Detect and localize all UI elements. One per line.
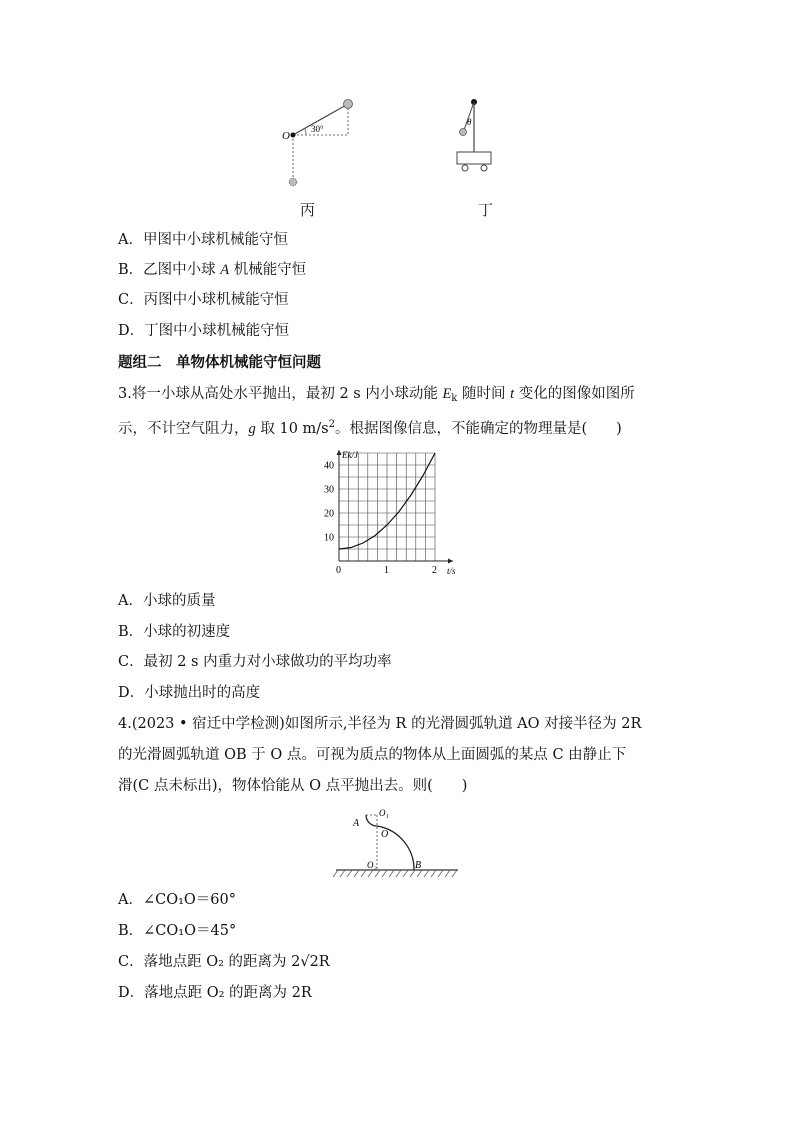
x-tick-label: 1 <box>384 565 389 576</box>
q2-option-d: D．丁图中小球机械能守恒 <box>118 323 290 339</box>
y-axis-arrow <box>337 450 342 455</box>
label-o1: O₁ <box>379 808 389 818</box>
q2-option-c: C．丙图中小球机械能守恒 <box>118 292 289 308</box>
figure-arc-tracks <box>332 805 462 883</box>
caption-ding: 丁 <box>478 201 494 219</box>
point-o-label: O <box>282 130 290 142</box>
ek-t-chart <box>318 446 468 578</box>
q3-line-2 <box>118 415 622 439</box>
figure-ding <box>445 92 515 182</box>
chart-xlabel: t/s <box>447 566 456 576</box>
q4-option-a: A．∠CO₁O＝60° <box>118 892 237 908</box>
q4-line-3: 滑(C 点未标出)，物体恰能从 O 点平抛出去。则( ) <box>118 778 468 794</box>
q3-ek-symbol: E <box>442 386 452 402</box>
q3-line-1 <box>118 384 635 409</box>
theta-label: θ <box>467 117 472 127</box>
q3-t-symbol: t <box>510 386 515 402</box>
q3-text-1c: 变化的图像如图所 <box>514 386 635 402</box>
section-title: 题组二 单物体机械能守恒问题 <box>118 354 321 371</box>
y-tick-label: 40 <box>324 460 334 472</box>
x-axis-arrow <box>448 559 453 564</box>
chart-ylabel: Ek/J <box>342 450 358 460</box>
label-a: A <box>353 818 360 829</box>
q3-sup-2: 2 <box>328 419 335 430</box>
q4-option-b: B．∠CO₁O＝45° <box>118 923 237 939</box>
q4-option-c: C．落地点距 O₂ 的距离为 2√2R <box>118 954 330 970</box>
caption-bing: 丙 <box>300 201 316 219</box>
q3-option-c: C．最初 2 s 内重力对小球做功的平均功率 <box>118 654 392 670</box>
label-o2: O₂ <box>367 860 377 870</box>
angle-30-label: 30° <box>311 124 324 134</box>
q3-text-2b: 取 10 m/s <box>255 421 329 437</box>
q4-line-1: 4.(2023 • 宿迁中学检测)如图所示,半径为 R 的光滑圆弧轨道 AO 对接半径为 2R <box>118 716 642 732</box>
q3-text-1a: 3.将一小球从高处水平抛出，最初 2 s 内小球动能 <box>118 386 443 402</box>
q3-option-b: B．小球的初速度 <box>118 624 231 640</box>
q4-option-d: D．落地点距 O₂ 的距离为 2R <box>118 985 312 1001</box>
label-b: B <box>415 860 422 871</box>
q2-option-a: A．甲图中小球机械能守恒 <box>118 232 288 248</box>
q3-text-2a: 示，不计空气阻力， <box>118 421 249 437</box>
y-tick-label: 30 <box>324 484 334 496</box>
x-tick-label: 2 <box>432 565 437 576</box>
figure-bing <box>270 92 370 192</box>
q3-text-2c: 。根据图像信息，不能确定的物理量是( ) <box>334 421 622 437</box>
y-tick-label: 20 <box>324 508 334 520</box>
q2-option-b-post: 机械能守恒 <box>229 262 307 278</box>
q3-option-a: A．小球的质量 <box>118 593 216 609</box>
q2-option-b <box>118 260 306 280</box>
q2-option-b-var: A <box>220 262 230 278</box>
q3-option-d: D．小球抛出时的高度 <box>118 685 261 701</box>
q3-ek-sub: k <box>451 393 458 404</box>
q3-g-symbol: g <box>248 421 256 437</box>
q4-line-2: 的光滑圆弧轨道 OB 于 O 点。可视为质点的物体从上面圆弧的某点 C 由静止下 <box>118 747 627 763</box>
y-tick-label: 10 <box>324 532 334 544</box>
q2-option-b-pre: B．乙图中小球 <box>118 262 221 278</box>
x-tick-label: 0 <box>336 565 341 576</box>
q3-text-1b: 随时间 <box>457 386 511 402</box>
label-o: O <box>381 829 389 840</box>
